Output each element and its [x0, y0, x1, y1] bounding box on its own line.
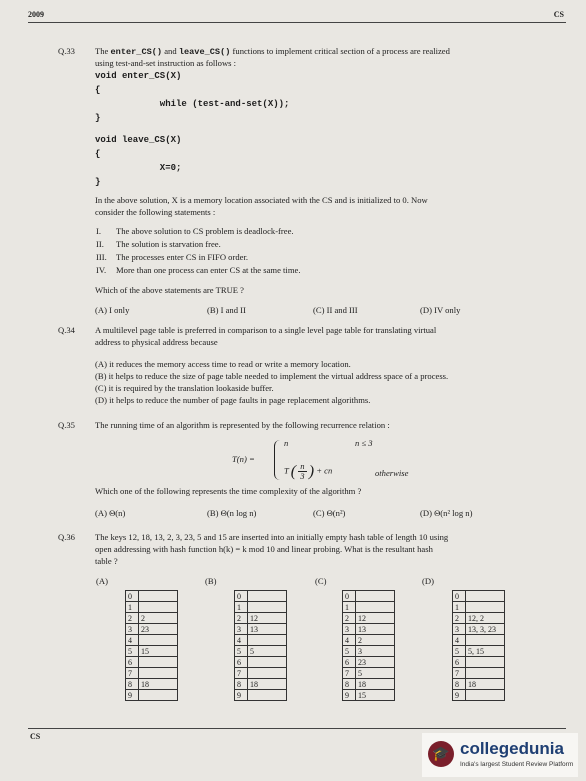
- option: (D) Θ(n² log n): [420, 508, 473, 518]
- hash-value-cell: [248, 635, 287, 646]
- hash-table-row: [235, 679, 287, 690]
- hash-table-row: [126, 679, 178, 690]
- hash-table-row: [343, 591, 395, 602]
- hash-table-row: [126, 635, 178, 646]
- table-label: (D): [422, 576, 434, 586]
- code-line: X=0;: [95, 163, 182, 173]
- hash-table-row: [235, 657, 287, 668]
- table-label: (C): [315, 576, 327, 586]
- hash-value-cell: [356, 591, 395, 602]
- hash-table-row: [126, 668, 178, 679]
- statement: III. The processes enter CS in FIFO order.: [96, 252, 248, 262]
- hash-value-cell: 2: [139, 613, 178, 624]
- recurrence-case2: T ( $\frac{n}{3}$ ) + cn: [284, 461, 333, 481]
- hash-index-cell: 2: [453, 613, 466, 624]
- statement: I. The above solution to CS problem is deadlock-free.: [96, 226, 294, 236]
- option: (A) I only: [95, 305, 130, 315]
- hash-table-b: [234, 590, 287, 701]
- q33-ask: Which of the above statements are TRUE ?: [95, 285, 244, 295]
- hash-index-cell: 3: [126, 624, 139, 635]
- hash-table-row: [343, 624, 395, 635]
- hash-value-cell: 3: [356, 646, 395, 657]
- hash-index-cell: 7: [126, 668, 139, 679]
- hash-index-cell: 7: [453, 668, 466, 679]
- q33-paragraph: In the above solution, X is a memory location associated with the CS and is initialized to 0. Now: [95, 195, 428, 205]
- hash-value-cell: 5, 15: [466, 646, 505, 657]
- hash-value-cell: 18: [356, 679, 395, 690]
- hash-index-cell: 5: [453, 646, 466, 657]
- option: (D) it helps to reduce the number of page faults in page replacement algorithms.: [95, 395, 371, 405]
- hash-index-cell: 8: [235, 679, 248, 690]
- logo-name: collegedunia: [460, 739, 564, 758]
- hash-value-cell: [466, 602, 505, 613]
- code-line: while (test-and-set(X));: [95, 99, 290, 109]
- hash-table-row: [453, 679, 505, 690]
- statement: IV. More than one process can enter CS at the same time.: [96, 265, 301, 275]
- hash-index-cell: 5: [235, 646, 248, 657]
- hash-table-row: [126, 591, 178, 602]
- hash-value-cell: [248, 668, 287, 679]
- hash-table-row: [453, 635, 505, 646]
- header-year: 2009: [28, 10, 44, 19]
- hash-value-cell: [248, 591, 287, 602]
- hash-table-row: [343, 668, 395, 679]
- hash-index-cell: 0: [453, 591, 466, 602]
- q35-ask: Which one of the following represents the time complexity of the algorithm ?: [95, 486, 362, 496]
- hash-table-row: [343, 657, 395, 668]
- code-line: }: [95, 113, 101, 123]
- hash-index-cell: 4: [126, 635, 139, 646]
- hash-index-cell: 4: [343, 635, 356, 646]
- option: (C) II and III: [313, 305, 358, 315]
- hash-table-row: [343, 602, 395, 613]
- hash-value-cell: [139, 668, 178, 679]
- hash-index-cell: 0: [235, 591, 248, 602]
- hash-value-cell: [248, 690, 287, 701]
- hash-value-cell: 5: [248, 646, 287, 657]
- hash-value-cell: 12: [248, 613, 287, 624]
- option: (A) Θ(n): [95, 508, 126, 518]
- hash-table-row: [126, 690, 178, 701]
- hash-table-row: [453, 646, 505, 657]
- hash-table-row: [343, 690, 395, 701]
- hash-value-cell: [466, 690, 505, 701]
- option: (C) it is required by the translation lookaside buffer.: [95, 383, 274, 393]
- q35-text: The running time of an algorithm is represented by the following recurrence relation :: [95, 420, 390, 430]
- hash-index-cell: 9: [235, 690, 248, 701]
- hash-value-cell: 13: [248, 624, 287, 635]
- hash-table-row: [126, 624, 178, 635]
- hash-index-cell: 9: [126, 690, 139, 701]
- hash-index-cell: 2: [126, 613, 139, 624]
- hash-table-row: [453, 624, 505, 635]
- hash-value-cell: 15: [139, 646, 178, 657]
- hash-index-cell: 7: [235, 668, 248, 679]
- hash-index-cell: 1: [235, 602, 248, 613]
- hash-index-cell: 6: [126, 657, 139, 668]
- hash-index-cell: 1: [453, 602, 466, 613]
- hash-table-row: [235, 624, 287, 635]
- hash-table-row: [453, 613, 505, 624]
- table-label: (A): [96, 576, 108, 586]
- hash-value-cell: [248, 602, 287, 613]
- recurrence-cond1: n ≤ 3: [355, 438, 373, 448]
- hash-index-cell: 3: [235, 624, 248, 635]
- option: (C) Θ(n²): [313, 508, 346, 518]
- hash-value-cell: 15: [356, 690, 395, 701]
- hash-index-cell: 5: [126, 646, 139, 657]
- hash-table-c: [342, 590, 395, 701]
- hash-value-cell: [139, 591, 178, 602]
- hash-table-a: [125, 590, 178, 701]
- q35-number: Q.35: [58, 420, 75, 430]
- hash-index-cell: 6: [235, 657, 248, 668]
- hash-index-cell: 5: [343, 646, 356, 657]
- hash-value-cell: [356, 602, 395, 613]
- hash-table-row: [235, 591, 287, 602]
- hash-value-cell: [466, 591, 505, 602]
- hash-index-cell: 6: [453, 657, 466, 668]
- q33-number: Q.33: [58, 46, 75, 56]
- q34-text: A multilevel page table is preferred in comparison to a single level page table for translating virtual: [95, 325, 437, 335]
- hash-value-cell: [139, 635, 178, 646]
- hash-index-cell: 3: [343, 624, 356, 635]
- option: (B) it helps to reduce the size of page table needed to implement the virtual address space of a process.: [95, 371, 449, 381]
- footer-subject: CS: [30, 732, 41, 741]
- hash-table-d: [452, 590, 505, 701]
- hash-table-row: [343, 635, 395, 646]
- code-line: }: [95, 177, 101, 187]
- recurrence-brace: [274, 440, 283, 480]
- q34-number: Q.34: [58, 325, 75, 335]
- hash-value-cell: 18: [466, 679, 505, 690]
- header-subject: CS: [553, 10, 564, 19]
- hash-table-row: [453, 602, 505, 613]
- hash-value-cell: 5: [356, 668, 395, 679]
- hash-value-cell: 12, 2: [466, 613, 505, 624]
- option: (D) IV only: [420, 305, 461, 315]
- hash-table-row: [343, 613, 395, 624]
- hash-table-row: [235, 613, 287, 624]
- hash-index-cell: 2: [343, 613, 356, 624]
- hash-value-cell: [139, 657, 178, 668]
- option: (B) I and II: [207, 305, 246, 315]
- hash-value-cell: 13: [356, 624, 395, 635]
- code-line: {: [95, 149, 101, 159]
- hash-table-row: [235, 602, 287, 613]
- header-rule: [28, 22, 566, 23]
- option: (B) Θ(n log n): [207, 508, 257, 518]
- q36-text: open addressing with hash function h(k) = k mod 10 and linear probing. What is the resultant hash: [95, 544, 433, 554]
- recurrence-case1: n: [284, 438, 289, 448]
- code-line: void leave_CS(X): [95, 135, 182, 145]
- collegedunia-logo: [422, 733, 578, 777]
- hash-index-cell: 8: [343, 679, 356, 690]
- hash-value-cell: 23: [139, 624, 178, 635]
- q36-text: The keys 12, 18, 13, 2, 3, 23, 5 and 15 are inserted into an initially empty hash table of length 10 using: [95, 532, 449, 542]
- hash-table-row: [453, 591, 505, 602]
- logo-tagline: India's largest Student Review Platform: [460, 761, 574, 768]
- hash-index-cell: 4: [453, 635, 466, 646]
- hash-index-cell: 3: [453, 624, 466, 635]
- hash-value-cell: [466, 668, 505, 679]
- q33-intro: The enter_CS() and leave_CS() functions to implement critical section of a process are realized: [95, 46, 450, 57]
- q33-intro-line2: using test-and-set instruction as follows :: [95, 58, 237, 68]
- hash-table-row: [453, 668, 505, 679]
- table-label: (B): [205, 576, 217, 586]
- hash-value-cell: [139, 690, 178, 701]
- q36-number: Q.36: [58, 532, 75, 542]
- hash-index-cell: 9: [343, 690, 356, 701]
- hash-value-cell: [466, 657, 505, 668]
- hash-index-cell: 1: [343, 602, 356, 613]
- hash-index-cell: 7: [343, 668, 356, 679]
- statement: II. The solution is starvation free.: [96, 239, 221, 249]
- hash-table-row: [235, 668, 287, 679]
- hash-value-cell: [466, 635, 505, 646]
- recurrence-cond2: otherwise: [375, 468, 409, 478]
- hash-index-cell: 8: [126, 679, 139, 690]
- hash-table-row: [126, 602, 178, 613]
- hash-index-cell: 9: [453, 690, 466, 701]
- hash-value-cell: [248, 657, 287, 668]
- hash-value-cell: 13, 3, 23: [466, 624, 505, 635]
- q33-paragraph: consider the following statements :: [95, 207, 216, 217]
- hash-table-row: [453, 657, 505, 668]
- hash-value-cell: 18: [248, 679, 287, 690]
- option: (A) it reduces the memory access time to read or write a memory location.: [95, 359, 351, 369]
- hash-index-cell: 4: [235, 635, 248, 646]
- graduation-cap-icon: 🎓: [428, 741, 454, 767]
- hash-value-cell: 12: [356, 613, 395, 624]
- recurrence-lhs: T(n) =: [232, 454, 255, 464]
- hash-value-cell: [139, 602, 178, 613]
- hash-value-cell: 18: [139, 679, 178, 690]
- hash-index-cell: 0: [126, 591, 139, 602]
- hash-table-row: [126, 657, 178, 668]
- hash-table-row: [235, 635, 287, 646]
- q34-text: address to physical address because: [95, 337, 218, 347]
- hash-table-row: [343, 646, 395, 657]
- q36-text: table ?: [95, 556, 118, 566]
- hash-table-row: [126, 646, 178, 657]
- hash-table-row: [126, 613, 178, 624]
- hash-index-cell: 6: [343, 657, 356, 668]
- hash-table-row: [453, 690, 505, 701]
- footer-rule: [28, 728, 566, 729]
- hash-table-row: [343, 679, 395, 690]
- hash-index-cell: 8: [453, 679, 466, 690]
- hash-index-cell: 1: [126, 602, 139, 613]
- hash-table-row: [235, 646, 287, 657]
- hash-index-cell: 2: [235, 613, 248, 624]
- code-line: void enter_CS(X): [95, 71, 182, 81]
- hash-value-cell: 23: [356, 657, 395, 668]
- hash-index-cell: 0: [343, 591, 356, 602]
- hash-table-row: [235, 690, 287, 701]
- hash-value-cell: 2: [356, 635, 395, 646]
- code-line: {: [95, 85, 101, 95]
